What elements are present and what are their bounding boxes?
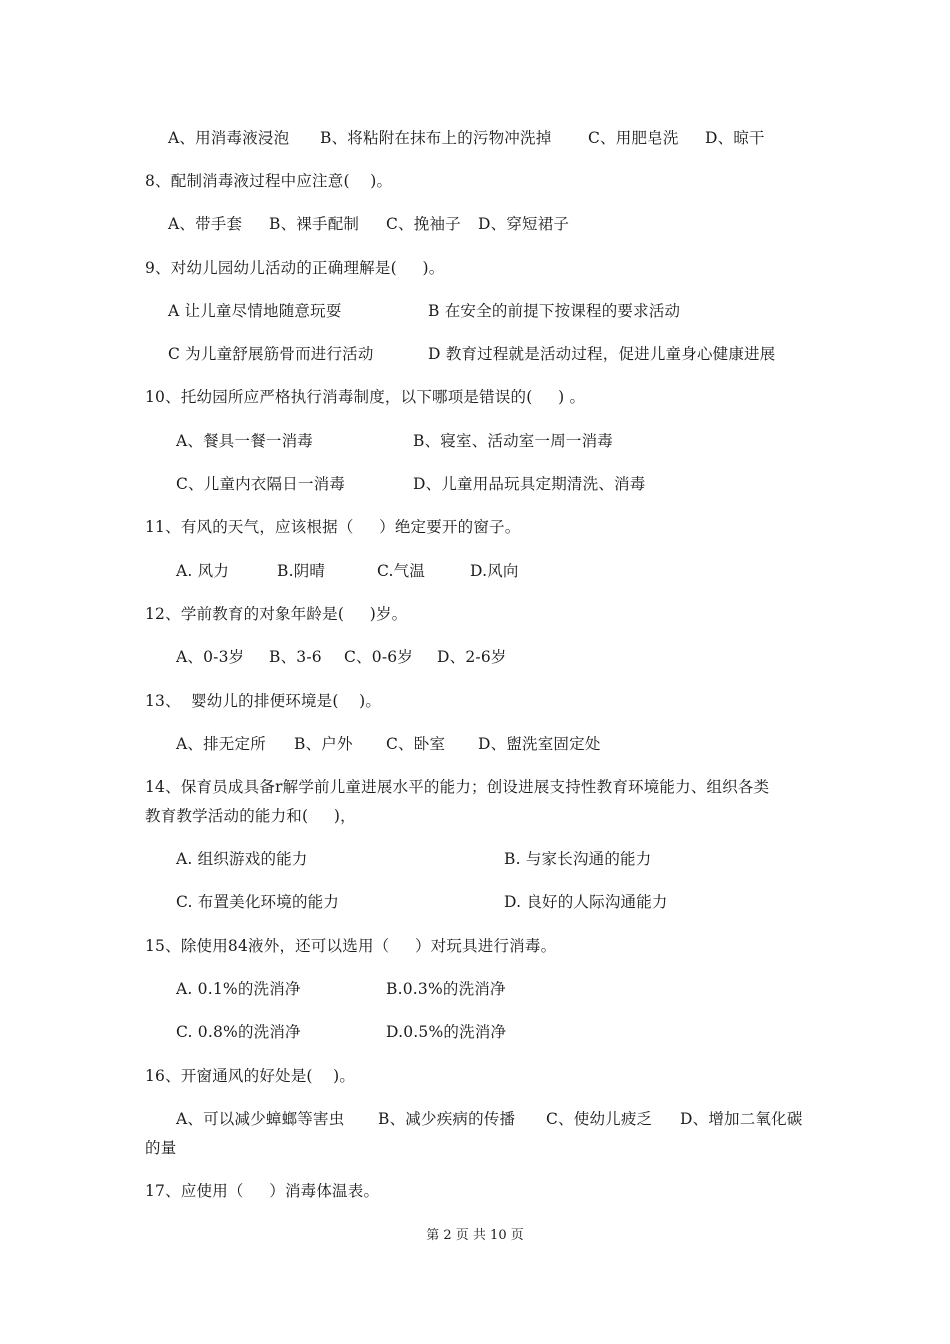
option-c: C、0-6岁 <box>344 648 414 666</box>
option-a: A. 风力 <box>176 562 230 580</box>
page-number-footer: 第 2 页 共 10 页 <box>426 1228 524 1243</box>
option-c: C 为儿童舒展筋骨而进行活动 <box>168 345 374 363</box>
option-d: D 教育过程就是活动过程，促进儿童身心健康进展 <box>428 345 776 363</box>
option-b: B、户外 <box>294 735 353 753</box>
question-17: 17、应使用（ ）消毒体温表。 <box>145 1182 380 1200</box>
option-b: B、寝室、活动室一周一消毒 <box>413 432 613 450</box>
option-c: C、挽袖子 <box>386 215 461 233</box>
option-b: B.0.3%的洗消净 <box>386 980 506 998</box>
option-b: B、将粘附在抹布上的污物冲洗掉 <box>320 129 552 147</box>
option-b: B、减少疾病的传播 <box>378 1110 516 1128</box>
question-8: 8、配制消毒液过程中应注意( )。 <box>145 172 393 190</box>
option-a: A. 0.1%的洗消净 <box>176 980 301 998</box>
option-d: D、增加二氧化碳 <box>680 1110 803 1128</box>
option-c: C、儿童内衣隔日一消毒 <box>176 475 346 493</box>
option-c: C. 布置美化环境的能力 <box>176 893 340 911</box>
option-d: D.风向 <box>470 562 519 580</box>
option-a: A、0-3岁 <box>176 648 245 666</box>
option-a: A 让儿童尽情地随意玩耍 <box>168 302 342 320</box>
question-9: 9、对幼儿园幼儿活动的正确理解是( )。 <box>145 259 445 277</box>
option-c: C. 0.8%的洗消净 <box>176 1023 301 1041</box>
option-c: C、使幼儿疲乏 <box>546 1110 653 1128</box>
option-b: B、3-6 <box>269 648 322 666</box>
option-a: A、可以减少蟑螂等害虫 <box>176 1110 345 1128</box>
option-c: C.气温 <box>377 562 426 580</box>
option-d: D、晾干 <box>705 129 765 147</box>
option-d: D.0.5%的洗消净 <box>386 1023 507 1041</box>
option-a: A、餐具一餐一消毒 <box>176 432 313 450</box>
option-b: B、裸手配制 <box>269 215 360 233</box>
option-b: B. 与家长沟通的能力 <box>504 850 652 868</box>
option-a: A、用消毒液浸泡 <box>168 129 290 147</box>
option-c: C、卧室 <box>386 735 446 753</box>
question-14-continued: 教育教学活动的能力和( )， <box>145 807 356 825</box>
option-a: A、排无定所 <box>176 735 266 753</box>
question-12: 12、学前教育的对象年龄是( )岁。 <box>145 605 408 623</box>
option-a: A. 组织游戏的能力 <box>176 850 308 868</box>
question-14: 14、保育员成具备r解学前儿童进展水平的能力；创设进展支持性教育环境能力、组织各类 <box>145 778 770 796</box>
question-13: 13、 婴幼儿的排便环境是( )。 <box>145 692 382 710</box>
option-d-continued: 的量 <box>145 1139 177 1157</box>
option-b: B 在安全的前提下按课程的要求活动 <box>428 302 681 320</box>
option-d: D、穿短裙子 <box>478 215 570 233</box>
option-d: D、盥洗室固定处 <box>478 735 601 753</box>
option-c: C、用肥皂洗 <box>588 129 679 147</box>
question-15: 15、除使用84液外，还可以选用（ ）对玩具进行消毒。 <box>145 937 557 955</box>
question-16: 16、开窗通风的好处是( )。 <box>145 1067 356 1085</box>
option-a: A、带手套 <box>168 215 243 233</box>
option-b: B.阴晴 <box>277 562 326 580</box>
option-d: D、儿童用品玩具定期清洗、消毒 <box>413 475 646 493</box>
question-11: 11、有风的天气，应该根据（ ）绝定要开的窗子。 <box>145 518 521 536</box>
option-d: D、2-6岁 <box>437 648 507 666</box>
option-d: D. 良好的人际沟通能力 <box>504 893 668 911</box>
question-10: 10、托幼园所应严格执行消毒制度，以下哪项是错误的( ) 。 <box>145 388 586 406</box>
